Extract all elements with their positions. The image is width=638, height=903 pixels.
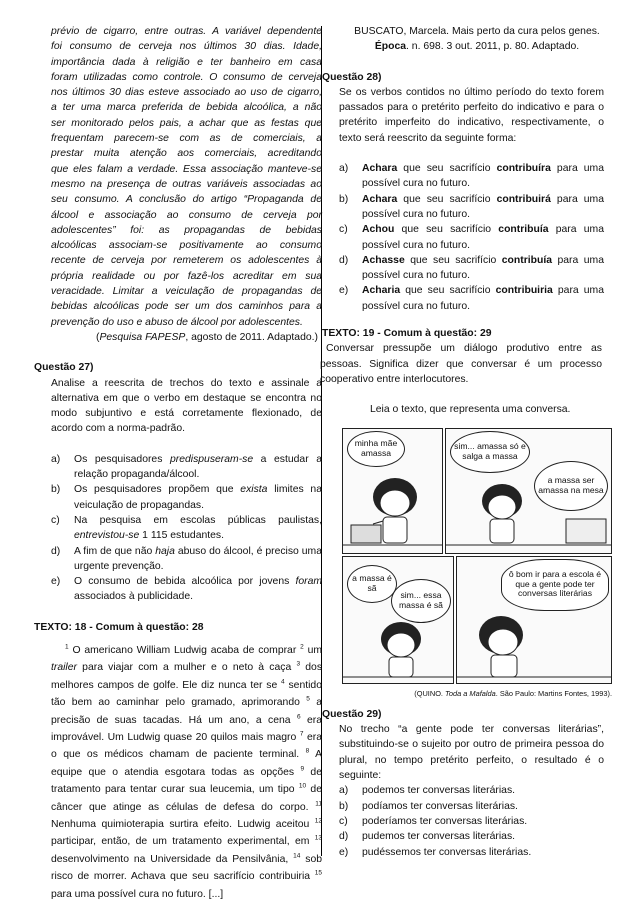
texto-18-body: $^1$ O americano William Ludwig acaba de comprar $^2$ um trailer para viajar com a mulher e o neto à caça $^3$ dos melhores campos de golfe. Ele diz nunca ter se $^4$ sentido tão bem ao caminhar pelo gramado, aprimorando $^5$ a precisão de suas tacadas. Há um ano, a cena $^6$ era improvável. Um Ludwig quase 20 quilos mais magro $^7$ era o que os médicos chamam de paciente terminal. $^8$ A equipe que o atendia esgotara todas as opções $^9$ de tratamento para tentar curar sua leucemia, um tipo $^{10}$ de câncer que atinge as células de defesa do corpo. $^{11}$ Nenhuma quimioterapia surtira efeito. Ludwig aceitou $^{12}$ participar, então, de um tratamento experimental, em $^{13}$ desenvolvimento na Universidade da Pensilvânia, $^{14}$ sob risco de morrer. Achava que seu sacrifício contribuiria $^{15}$ para uma possível cura no futuro. [...] — [51, 643, 323, 900]
option-verb-1: Achara — [362, 163, 398, 175]
answer-option — [339, 161, 604, 192]
option-text: O consumo de bebida alcoólica por jovens foram associados à publicidade. — [74, 576, 322, 603]
text-italic: trailer — [51, 662, 77, 674]
answer-option — [51, 574, 322, 605]
answer-option — [339, 845, 612, 860]
option-text: Achara que seu sacrifício contribuirá para uma possível cura no futuro. — [362, 193, 604, 220]
answer-option — [339, 814, 612, 829]
passage-line: prevenção do uso e abuso de álcool por adolescentes. — [51, 316, 303, 328]
line-number: 7 — [299, 730, 304, 738]
answer-option — [339, 829, 612, 844]
speech-bubble-4: a massa é sã — [347, 565, 397, 603]
left-column — [34, 24, 322, 903]
option-letter: c) — [339, 224, 348, 236]
mafalda-comic — [342, 428, 610, 682]
speech-bubble-6: ô bom ir para a escola é que a gente pode ter conversas literárias — [501, 559, 609, 611]
line-number: 1 — [65, 643, 69, 651]
option-text: pudéssemos ter conversas literárias. — [362, 846, 532, 858]
option-text: pudemos ter conversas literárias. — [362, 831, 516, 843]
answer-option — [51, 482, 322, 513]
line-number: 4 — [281, 678, 285, 686]
option-letter: e) — [339, 846, 349, 858]
comic-panel-3 — [342, 556, 454, 684]
option-letter: b) — [51, 484, 61, 496]
passage-line: frequentam parecem-se com as de comerciais, a — [51, 133, 322, 145]
option-letter: a) — [339, 785, 349, 797]
passage-line: a ter uma marca preferida de bebida alcoólica, a não — [51, 102, 322, 114]
comic-panel-4 — [456, 556, 612, 684]
answer-option — [339, 253, 604, 284]
option-letter: d) — [51, 545, 61, 557]
option-verb-2: contribuiria — [495, 285, 553, 297]
option-text: poderíamos ter conversas literárias. — [362, 815, 528, 827]
option-text: Na pesquisa em escolas públicas paulistas, entrevistou-se 1 115 estudantes. — [74, 514, 322, 542]
option-text: podemos ter conversas literárias. — [362, 785, 516, 797]
option-verb-2: contribuíra — [496, 163, 551, 175]
passage-line: álcool e associação ao consumo de cerveja por — [51, 209, 322, 221]
answer-option — [339, 222, 604, 253]
mafalda-figure-4 — [457, 557, 611, 683]
question-28-options — [322, 161, 612, 314]
line-number: 14 — [293, 852, 301, 860]
speech-bubble-5: sim... essa massa é sã — [391, 579, 451, 623]
option-letter: a) — [51, 453, 61, 465]
question-28-title: Questão 28) — [322, 71, 382, 83]
line-number: 12 — [314, 817, 322, 825]
mafalda-figure-2 — [446, 429, 611, 553]
passage-line: seu consumo. A conclusão do artigo “Propaganda de — [51, 194, 322, 206]
passage-source — [34, 330, 322, 345]
option-letter: a) — [339, 163, 349, 175]
mafalda-figure-1 — [343, 429, 442, 553]
passage-line: mesmo na presença de outras variáveis associadas ao — [51, 178, 322, 190]
question-27-title: Questão 27) — [34, 362, 94, 374]
line-number: 6 — [296, 713, 301, 721]
source-rest: , agosto de 2011. Adaptado.) — [185, 331, 318, 343]
answer-option — [51, 544, 322, 575]
answer-option — [339, 799, 612, 814]
passage-line: ser monitorado pelos pais, a achar que as festas que — [51, 117, 322, 129]
option-letter: e) — [339, 285, 349, 297]
comic-panel-1 — [342, 428, 443, 554]
passage-line: própria realidade ou por fazê-los acreditar em sua — [51, 270, 322, 282]
texto-18-source — [322, 24, 612, 55]
line-number: 5 — [306, 695, 310, 703]
question-27-stem: Analise a reescrita de trechos do texto e assinale a alternativa em que o verbo em destaque se encontra no modo subjuntivo e está corretamente flexionado, de acordo com a norma-padrão. — [51, 377, 322, 435]
line-number: 9 — [300, 765, 305, 773]
passage-line: recente de cerveja por remeterem os adolescentes à — [51, 255, 322, 267]
speech-bubble-1: minha mãe amassa — [347, 431, 405, 467]
line-number: 3 — [296, 660, 301, 668]
line-number: 11 — [315, 800, 322, 808]
right-column — [322, 24, 612, 860]
option-text: Achou que seu sacrifício contribuía para uma possível cura no futuro. — [362, 224, 604, 251]
passage-line: foram utilizadas como controle. O consumo de cerveja — [51, 71, 322, 83]
speech-bubble-2: sim... amassa só e salga a massa — [450, 431, 530, 473]
credit-prefix: (QUINO. — [414, 688, 446, 698]
option-letter: b) — [339, 800, 349, 812]
source-italic: Pesquisa FAPESP — [99, 331, 186, 343]
question-27-options — [34, 452, 322, 605]
line-number: 2 — [300, 643, 304, 651]
option-text: Acharia que seu sacrifício contribuiria para uma possível cura no futuro. — [362, 285, 604, 312]
option-verb-1: Achara — [362, 193, 398, 205]
option-highlight: entrevistou-se — [74, 530, 140, 542]
option-text: podíamos ter conversas literárias. — [362, 800, 518, 812]
option-verb-1: Achou — [362, 224, 395, 236]
comic-panel-2 — [445, 428, 612, 554]
question-29-options — [322, 783, 612, 859]
texto-19-title: TEXTO: 19 - Comum à questão: 29 — [322, 328, 492, 340]
line-number: 15 — [314, 869, 322, 877]
source-magazine: Época — [374, 41, 407, 53]
question-29-stem: No trecho “a gente pode ter conversas literárias”, substituindo-se o sujeito por outro de primeira pessoa do plural, no tempo pretérito perfeito, o resultado é o seguinte: — [339, 724, 604, 782]
answer-option — [339, 283, 604, 314]
option-verb-1: Achasse — [362, 254, 405, 266]
option-highlight: foram — [295, 576, 322, 588]
option-text: A fim de que não haja abuso do álcool, é preciso uma urgente prevenção. — [74, 545, 322, 572]
option-text: Achara que seu sacrifício contribuíra para uma possível cura no futuro. — [362, 163, 604, 190]
passage-line: nos últimos 30 dias esteve associado ao uso de cigarro, — [51, 87, 322, 99]
passage-line: que eles falam a verdade. Essa associação manteve-se — [51, 163, 322, 175]
option-verb-2: contribuía — [498, 224, 549, 236]
passage-line: prestar muita atenção aos comerciais, acreditando — [51, 148, 322, 160]
passage-line: veracidade. Limitar a veiculação de propagandas de — [51, 286, 322, 298]
option-text: Os pesquisadores predispuseram-se a estudar a relação propaganda/álcool. — [74, 453, 322, 481]
source-paren: ( — [95, 331, 100, 343]
option-verb-1: Acharia — [362, 285, 401, 297]
passage-line: alcoólicas associam-se positivamente ao consumo — [51, 240, 322, 252]
line-number: 10 — [298, 782, 307, 790]
option-highlight: predispuseram-se — [169, 453, 254, 465]
question-29-title: Questão 29) — [322, 708, 382, 720]
option-highlight: haja — [155, 545, 175, 557]
line-number: 8 — [305, 747, 310, 755]
option-verb-2: contribuirá — [496, 193, 551, 205]
answer-option — [339, 192, 604, 223]
option-letter: d) — [339, 831, 349, 843]
option-text: Os pesquisadores propõem que exista limites na veiculação de propagandas. — [74, 484, 322, 511]
option-letter: d) — [339, 254, 349, 266]
option-letter: c) — [51, 514, 60, 526]
texto-19-instruction: Leia o texto, que representa uma conversa. — [370, 404, 571, 416]
source-line-1: BUSCATO, Marcela. Mais perto da cura pelos genes. — [354, 26, 600, 37]
option-highlight: exista — [240, 484, 268, 496]
texto-19-body: Conversar pressupõe um diálogo produtivo entre as pessoas. Significa dizer que conversar é um processo cooperativo entre interlocutores. — [320, 343, 602, 385]
texto-18-title: TEXTO: 18 - Comum à questão: 28 — [34, 621, 204, 633]
line-number: 13 — [314, 834, 322, 842]
speech-bubble-3: a massa ser amassa na mesa — [534, 461, 608, 511]
option-letter: b) — [339, 193, 349, 205]
option-text: Achasse que seu sacrifício contribuía para uma possível cura no futuro. — [362, 254, 604, 282]
comic-credit — [322, 686, 612, 701]
passage-line: adolescentes” foi: as propagandas de bebidas — [51, 224, 322, 236]
passage-line: foi consumo de cerveja nos últimos 30 dias. Idade, — [51, 41, 322, 53]
option-verb-2: contribuía — [501, 254, 553, 266]
answer-option — [51, 513, 322, 544]
credit-book: Toda a Mafalda — [445, 688, 496, 698]
passage-fapesp — [34, 24, 322, 330]
source-line-2: . n. 698. 3 out. 2011, p. 80. Adaptado. — [406, 41, 580, 53]
passage-line: prévio de cigarro, entre outras. A variável dependente — [51, 26, 322, 37]
answer-option — [51, 452, 322, 483]
passage-line: importância dada à religião e ter banheiro em casa — [51, 56, 322, 68]
answer-option — [339, 783, 612, 798]
mafalda-figure-3 — [343, 557, 453, 683]
option-letter: e) — [51, 576, 61, 588]
option-letter: c) — [339, 815, 348, 827]
credit-rest: . São Paulo: Martins Fontes, 1993). — [495, 688, 612, 698]
passage-line: bebidas alcoólicas pode ser um dos caminhos para a — [51, 301, 322, 313]
question-28-stem: Se os verbos contidos no último período do texto forem passados para o pretérito perfeito do indicativo e para o pretérito imperfeito do indicativo, respectivamente, o texto será reescrito da seguinte forma: — [339, 86, 604, 144]
